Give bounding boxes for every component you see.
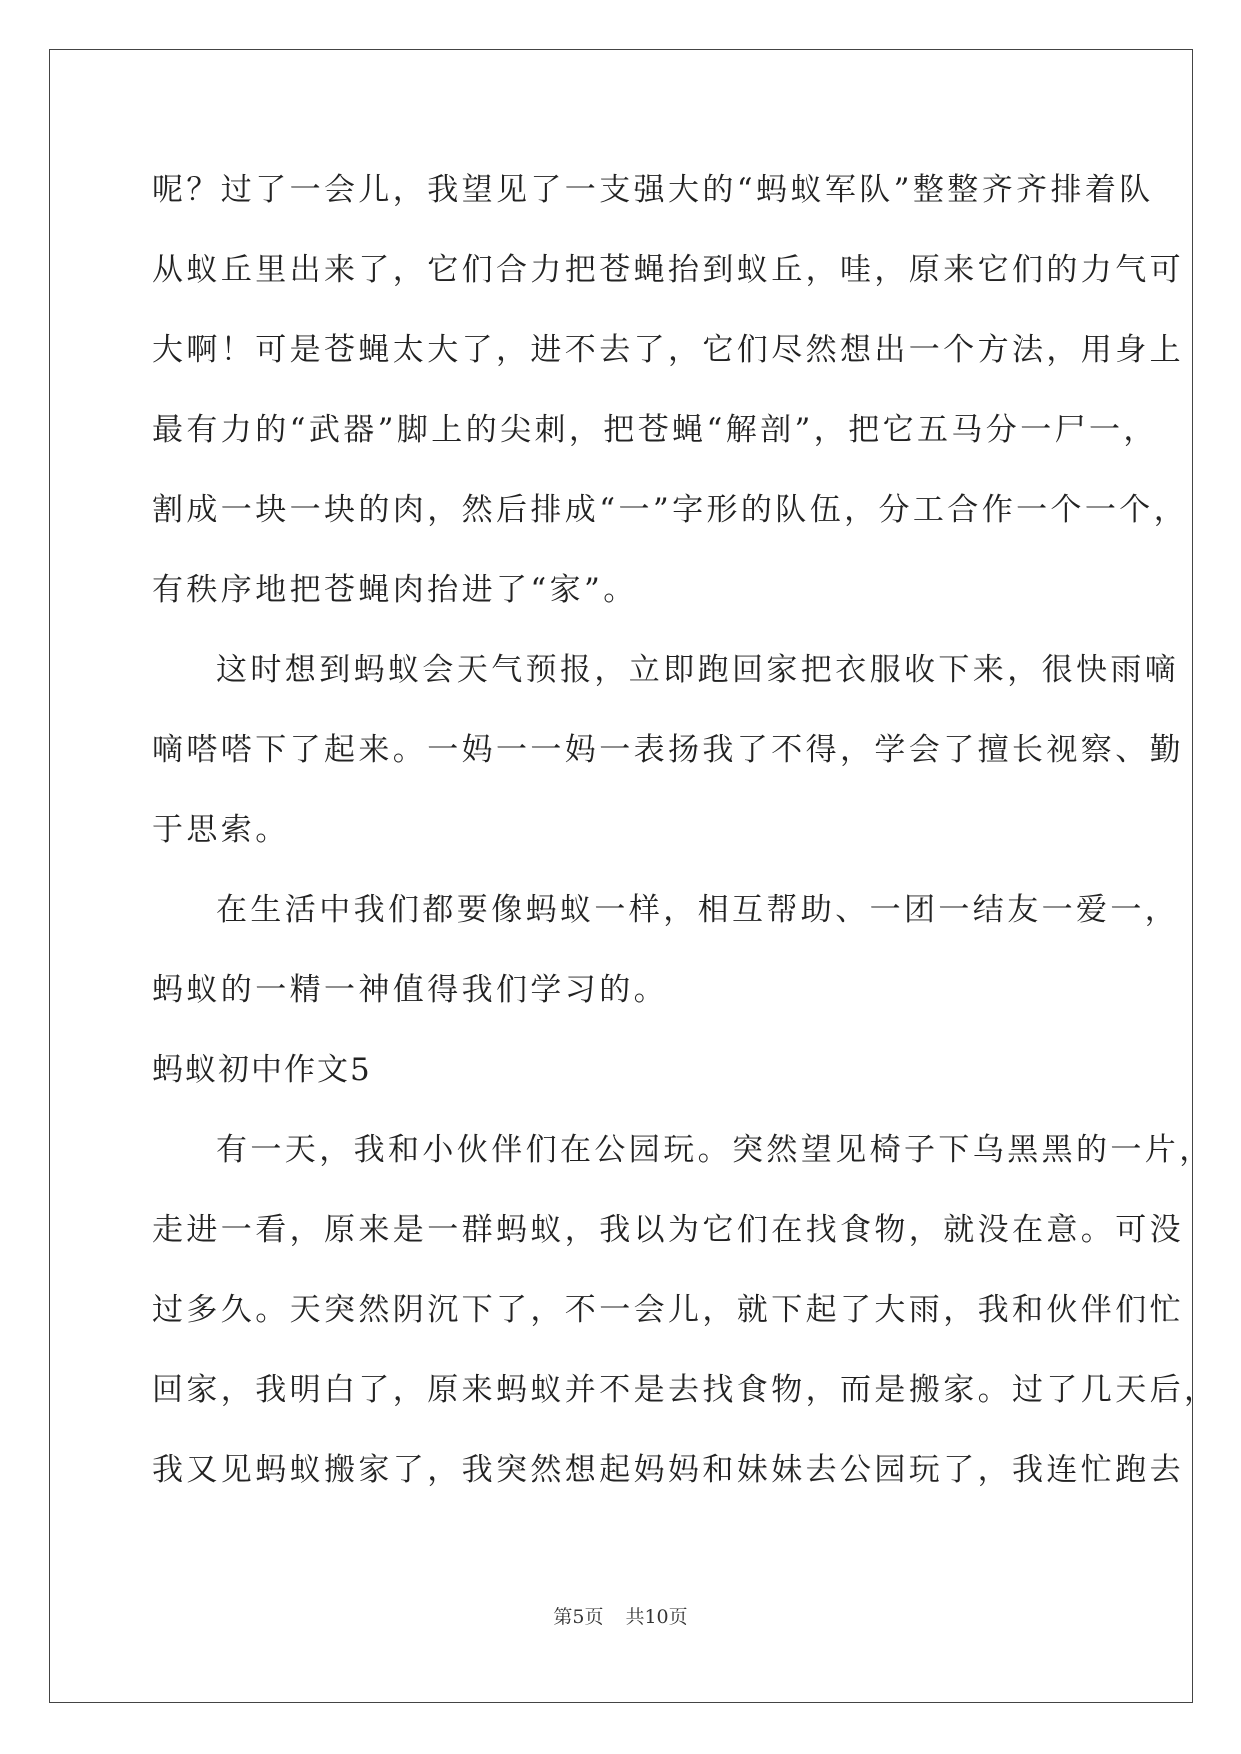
text-line: 割成一块一块的肉，然后排成“一”字形的队伍，分工合作一个一个，: [152, 492, 1189, 528]
text-line: 我又见蚂蚁搬家了，我突然想起妈妈和妹妹去公园玩了，我连忙跑去: [152, 1452, 1184, 1488]
page-footer: [0, 1602, 1241, 1629]
text-line: 大啊！可是苍蝇太大了，进不去了，它们尽然想出一个方法，用身上: [152, 332, 1184, 368]
text-line: 过多久。天突然阴沉下了，不一会儿，就下起了大雨，我和伙伴们忙: [152, 1292, 1184, 1328]
page-number: 第5页: [553, 1606, 604, 1628]
paragraph-start-line: 在生活中我们都要像蚂蚁一样，相互帮助、一团一结友一爱一，: [216, 892, 1180, 928]
text-line: 最有力的“武器”脚上的尖刺，把苍蝇“解剖”，把它五马分一尸一，: [152, 412, 1158, 448]
paragraph-start-line: 有一天，我和小伙伴们在公园玩。突然望见椅子下乌黑黑的一片，: [216, 1132, 1214, 1168]
text-line: 从蚁丘里出来了，它们合力把苍蝇抬到蚁丘，哇，原来它们的力气可: [152, 252, 1184, 288]
text-line: 蚂蚁的一精一神值得我们学习的。: [152, 972, 668, 1008]
text-line: 回家，我明白了，原来蚂蚁并不是去找食物，而是搬家。过了几天后，: [152, 1372, 1219, 1408]
page-total: 共10页: [625, 1606, 688, 1628]
text-line: 走进一看，原来是一群蚂蚁，我以为它们在找食物，就没在意。可没: [152, 1212, 1184, 1248]
text-line: 嘀嗒嗒下了起来。一妈一一妈一表扬我了不得，学会了擅长视察、勤: [152, 732, 1184, 768]
document-body: [152, 164, 1219, 1524]
section-heading: 蚂蚁初中作文5: [152, 1052, 372, 1088]
text-line: 有秩序地把苍蝇肉抬进了“家”。: [152, 572, 638, 608]
text-line: 呢？过了一会儿，我望见了一支强大的“蚂蚁军队”整整齐齐排着队: [152, 172, 1154, 208]
text-line: 于思索。: [152, 812, 290, 848]
paragraph-start-line: 这时想到蚂蚁会天气预报，立即跑回家把衣服收下来，很快雨嘀: [216, 652, 1180, 688]
